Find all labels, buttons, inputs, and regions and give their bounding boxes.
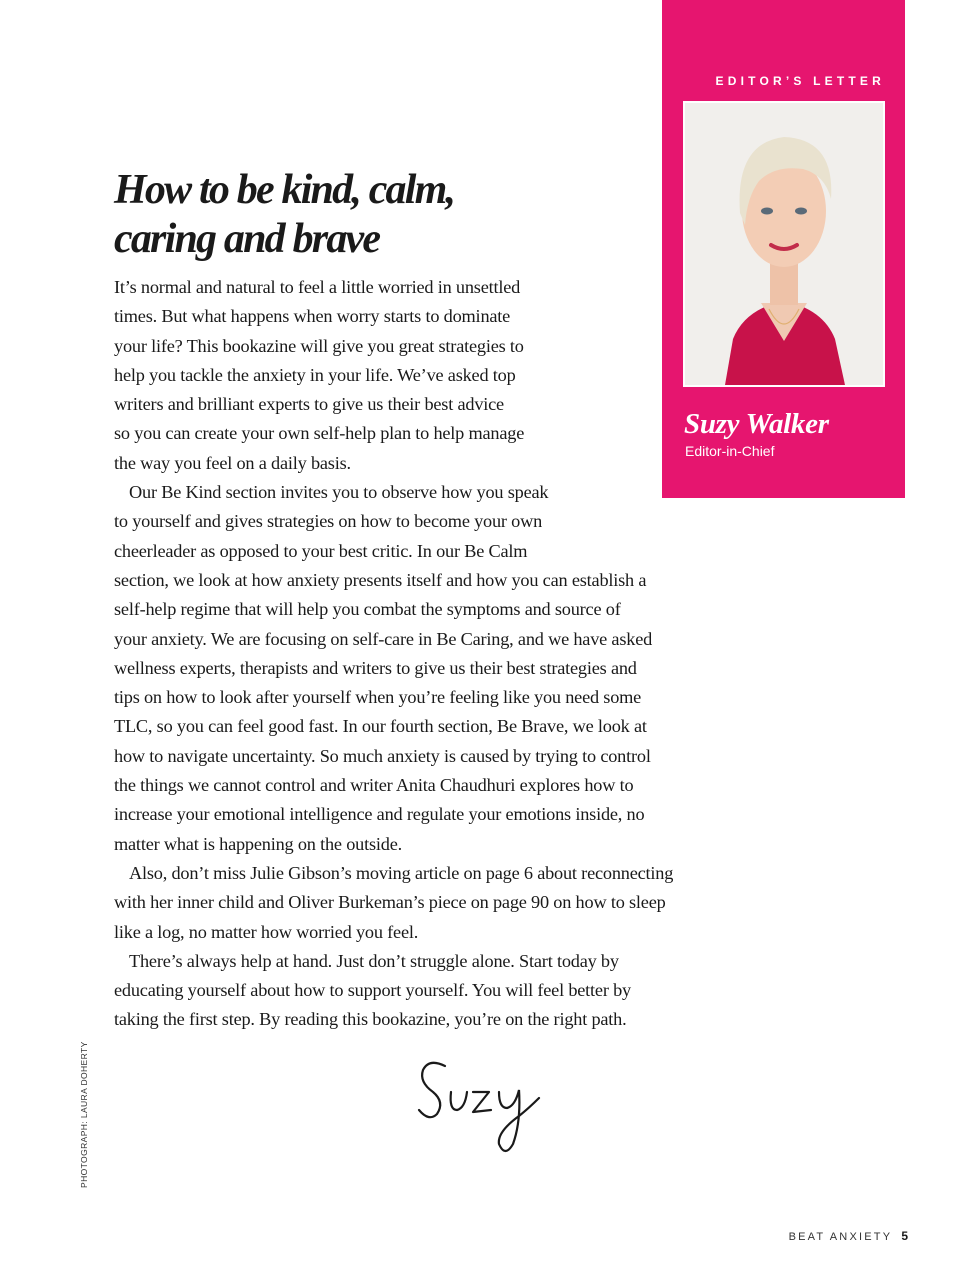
body-line: increase your emotional intelligence and regulate your emotions inside, no [114, 804, 645, 825]
body-line: so you can create your own self-help plan to help manage [114, 423, 525, 444]
page-footer [789, 1229, 908, 1243]
headline-line: caring and brave [114, 216, 380, 262]
body-line: your anxiety. We are focusing on self-care in Be Caring, and we have asked [114, 628, 653, 649]
section-label: EDITOR’S LETTER [715, 74, 885, 88]
body-line: like a log, no matter how worried you feel. [114, 921, 419, 942]
article-body [114, 273, 673, 1035]
photo-credit: PHOTOGRAPH: LAURA DOHERTY [79, 1041, 89, 1188]
editor-panel [662, 0, 905, 498]
body-line: There’s always help at hand. Just don’t struggle alone. Start today by [129, 950, 619, 971]
body-line: tips on how to look after yourself when you’re feeling like you need some [114, 687, 642, 708]
body-line: matter what is happening on the outside. [114, 833, 402, 854]
body-line: times. But what happens when worry starts to dominate [114, 306, 511, 327]
page-number: 5 [901, 1229, 908, 1243]
body-line: the things we cannot control and writer Anita Chaudhuri explores how to [114, 775, 634, 796]
body-line: help you tackle the anxiety in your life. We’ve asked top [114, 364, 516, 385]
signature-image [415, 1052, 545, 1162]
body-line: educating yourself about how to support yourself. You will feel better by [114, 980, 631, 1001]
body-line: with her inner child and Oliver Burkeman’s piece on page 90 on how to sleep [114, 892, 666, 913]
body-line: Also, don’t miss Julie Gibson’s moving article on page 6 about reconnecting [129, 862, 674, 883]
editor-portrait-photo [683, 101, 885, 387]
body-line: It’s normal and natural to feel a little worried in unsettled [114, 277, 521, 297]
body-line: cheerleader as opposed to your best critic. In our Be Calm [114, 540, 528, 561]
publication-name: BEAT ANXIETY [788, 1231, 893, 1243]
body-line: to yourself and gives strategies on how to become your own [114, 511, 543, 532]
body-line: the way you feel on a daily basis. [114, 452, 351, 473]
body-line: how to navigate uncertainty. So much anxiety is caused by trying to control [114, 745, 651, 766]
body-line: TLC, so you can feel good fast. In our fourth section, Be Brave, we look at [114, 716, 647, 737]
body-line: self-help regime that will help you combat the symptoms and source of [114, 599, 621, 620]
body-line: taking the first step. By reading this bookazine, you’re on the right path. [114, 1009, 627, 1030]
portrait-illustration [685, 103, 883, 385]
body-line: section, we look at how anxiety presents itself and how you can establish a [114, 569, 647, 590]
body-line: writers and brilliant experts to give us their best advice [114, 394, 504, 415]
editor-role: Editor-in-Chief [685, 443, 775, 459]
editor-name: Suzy Walker [684, 408, 829, 440]
body-line: Our Be Kind section invites you to observe how you speak [129, 482, 549, 503]
headline [114, 166, 454, 264]
headline-line: How to be kind, calm, [114, 167, 455, 213]
body-line: wellness experts, therapists and writers to give us their best strategies and [114, 657, 637, 678]
body-line: your life? This bookazine will give you great strategies to [114, 335, 524, 356]
